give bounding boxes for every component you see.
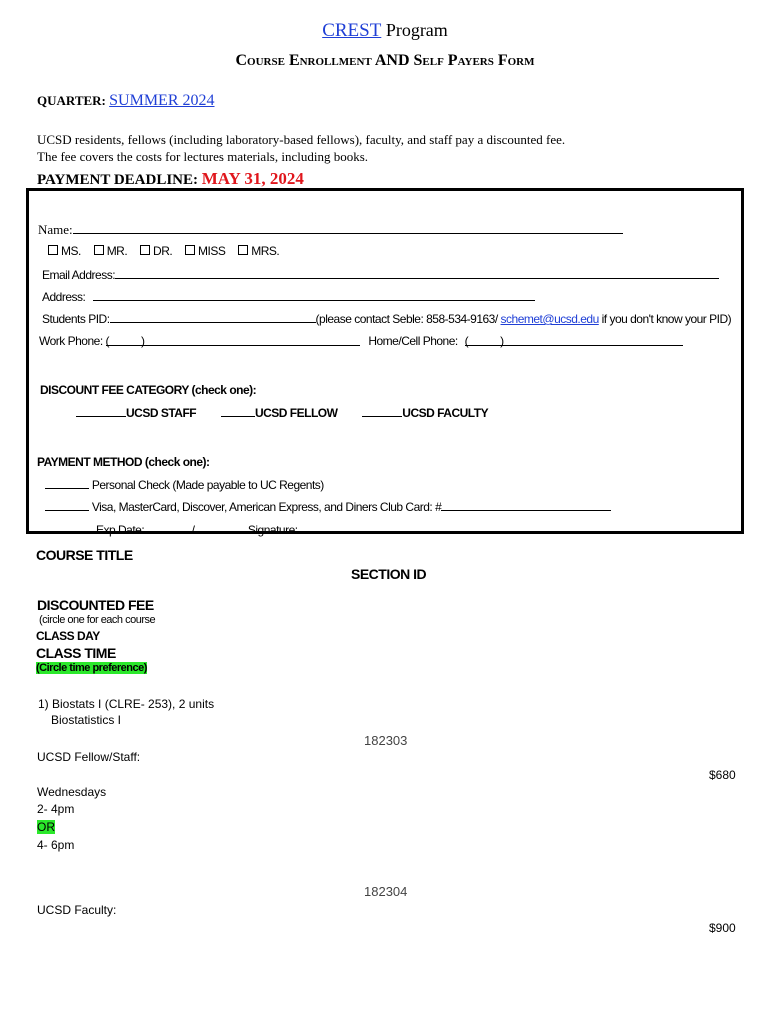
home-phone-label: Home/Cell Phone:	[368, 334, 458, 348]
deadline-value: MAY 31, 2024	[201, 169, 304, 188]
email-row	[42, 267, 719, 282]
program-word: Program	[385, 20, 448, 40]
name-label: Name:	[38, 222, 73, 237]
card-number-field[interactable]	[441, 499, 611, 511]
course-name-line-1: 1) Biostats I (CLRE- 253), 2 units	[38, 697, 215, 711]
exp-signature-row	[96, 522, 638, 537]
name-field[interactable]	[73, 221, 623, 234]
fee-category-1: UCSD Fellow/Staff:	[37, 750, 141, 764]
class-time-2: 4- 6pm	[37, 838, 75, 852]
exp-date-label: Exp Date:	[96, 523, 145, 537]
phone-row	[39, 334, 683, 348]
program-title	[0, 20, 770, 42]
payment-check-label: Personal Check (Made payable to UC Regents)	[91, 478, 324, 492]
email-label: Email Address:	[42, 268, 116, 282]
payment-check-row[interactable]	[45, 477, 324, 492]
address-label: Address:	[42, 290, 86, 304]
pid-field[interactable]	[110, 311, 316, 323]
course-title-header: COURSE TITLE	[36, 547, 133, 563]
title-option-mr[interactable]: MR.	[94, 244, 128, 258]
class-day-header: CLASS DAY	[36, 629, 100, 643]
crest-link[interactable]: CREST	[322, 20, 382, 41]
name-row	[38, 221, 623, 238]
checkbox-icon	[238, 245, 248, 255]
quarter-line	[37, 92, 215, 110]
section-id-2: 182304	[364, 884, 408, 899]
title-option-ms[interactable]: MS.	[48, 244, 81, 258]
work-phone-field[interactable]: ( )	[106, 334, 360, 346]
exp-date-field[interactable]: /	[191, 523, 195, 537]
pid-note-suffix: if you don't know your PID)	[598, 312, 732, 326]
discount-option-staff[interactable]: UCSD STAFF	[76, 406, 196, 420]
discount-option-faculty[interactable]: UCSD FACULTY	[362, 406, 488, 420]
section-id-header: SECTION ID	[351, 566, 427, 582]
discount-heading: DISCOUNT FEE CATEGORY (check one):	[40, 383, 257, 397]
title-option-miss[interactable]: MISS	[185, 244, 225, 258]
payment-heading: PAYMENT METHOD (check one):	[37, 455, 210, 469]
checkbox-icon	[94, 245, 104, 255]
section-id-1: 182303	[364, 733, 408, 748]
email-field[interactable]	[115, 267, 719, 279]
checkbox-icon	[185, 245, 195, 255]
title-option-dr[interactable]: DR.	[140, 244, 172, 258]
home-phone-field[interactable]: ( )	[465, 334, 683, 346]
pid-label: Students PID:	[42, 312, 110, 326]
discounted-fee-note: (circle one for each course	[39, 614, 156, 626]
deadline-line	[37, 169, 304, 189]
deadline-label: PAYMENT DEADLINE:	[37, 172, 198, 188]
intro-line-1: UCSD residents, fellows (including laboratory-based fellows), faculty, and staff pay a discounted fee.	[37, 132, 566, 147]
signature-field[interactable]	[298, 522, 638, 534]
class-time-header: CLASS TIME	[36, 645, 116, 661]
or-text: OR	[37, 820, 55, 834]
payment-card-blank[interactable]	[45, 499, 89, 511]
circle-time-note: (Circle time preference)	[36, 662, 147, 674]
class-day: Wednesdays	[37, 785, 107, 799]
checkbox-icon	[140, 245, 150, 255]
form-title: Course Enrollment AND Self Payers Form	[235, 52, 535, 69]
discount-options	[76, 405, 488, 420]
work-phone-label: Work Phone:	[39, 334, 103, 348]
discount-option-fellow[interactable]: UCSD FELLOW	[221, 406, 338, 420]
payment-card-label: Visa, MasterCard, Discover, American Express, and Diners Club Card: #	[91, 500, 442, 514]
payment-check-blank[interactable]	[45, 477, 89, 489]
checkbox-icon	[48, 245, 58, 255]
title-checkboxes	[48, 244, 279, 258]
class-time-1: 2- 4pm	[37, 802, 75, 816]
fee-amount-1: $680	[709, 768, 736, 782]
quarter-value[interactable]: SUMMER 2024	[109, 92, 215, 109]
pid-row	[42, 311, 731, 326]
fee-amount-2: $900	[709, 921, 736, 935]
course-name-line-2: Biostatistics I	[51, 713, 122, 727]
signature-label: Signature:	[247, 523, 298, 537]
pid-email-link[interactable]: schemet@ucsd.edu	[500, 312, 599, 326]
quarter-label: QUARTER:	[37, 93, 106, 108]
intro-line-2: The fee covers the costs for lectures materials, including books.	[37, 149, 369, 164]
address-row	[42, 289, 535, 304]
title-option-mrs[interactable]: MRS.	[238, 244, 279, 258]
payment-card-row[interactable]	[45, 499, 611, 514]
discounted-fee-header: DISCOUNTED FEE	[37, 597, 154, 613]
fee-category-2: UCSD Faculty:	[37, 903, 117, 917]
address-field[interactable]	[93, 289, 535, 301]
pid-note-prefix: (please contact Seble: 858-534-9163/	[315, 312, 501, 326]
